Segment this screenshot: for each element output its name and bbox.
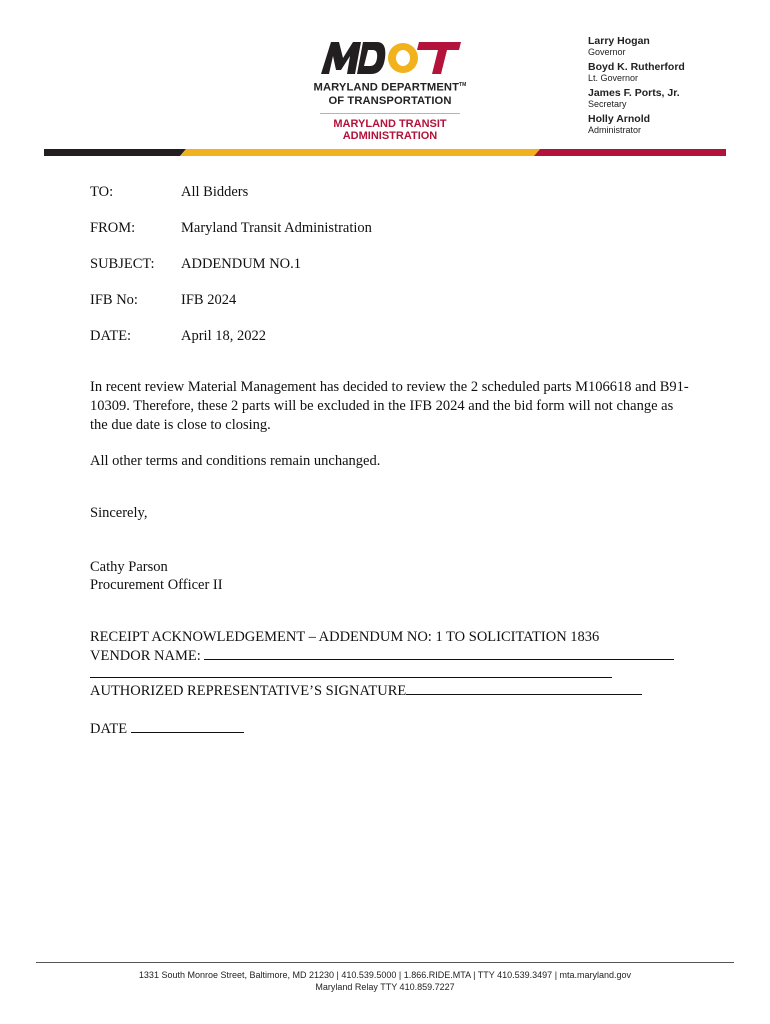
department-name: MARYLAND DEPARTMENT™ OF TRANSPORTATION xyxy=(313,81,467,107)
official-name: Boyd K. Rutherford xyxy=(588,61,685,73)
vendor-name-field[interactable] xyxy=(204,646,674,660)
official-title: Governor xyxy=(588,47,626,57)
ack-date-row xyxy=(90,719,690,738)
memo-row-ifb xyxy=(90,292,690,328)
subject-label: SUBJECT: xyxy=(90,256,155,272)
official-name: Larry Hogan xyxy=(588,35,650,47)
signature-block xyxy=(90,558,223,594)
date-value: April 18, 2022 xyxy=(181,328,266,344)
subject-value: ADDENDUM NO.1 xyxy=(181,256,302,272)
body-paragraph-1: In recent review Material Management has decided to review the 2 scheduled parts M106618 and B91-10309. Therefore, these 2 parts will be excluded in the IFB 2024 and the bid form will not change as the due date is close to closing. xyxy=(90,379,689,433)
official-title: Lt. Governor xyxy=(588,73,639,83)
to-label: TO: xyxy=(90,184,114,200)
vendor-name-row xyxy=(90,646,690,665)
memo-header xyxy=(90,184,690,364)
memo-row-from xyxy=(90,220,690,256)
official-name: James F. Ports, Jr. xyxy=(588,87,680,99)
mdot-logo xyxy=(310,38,470,143)
footer-address: 1331 South Monroe Street, Baltimore, MD 21230 | 410.539.5000 | 1.866.RIDE.MTA | TTY 410.539.3497 | mta.maryland.gov xyxy=(138,970,632,980)
memo-row-to xyxy=(90,184,690,220)
signature-field[interactable] xyxy=(406,681,642,695)
official-secretary xyxy=(588,87,685,109)
vendor-name-extra-line[interactable] xyxy=(90,665,612,678)
official-lt-governor xyxy=(588,61,685,83)
body-paragraph-2: All other terms and conditions remain unchanged. xyxy=(90,453,381,469)
signature-label: AUTHORIZED REPRESENTATIVE’S SIGNATURE xyxy=(90,683,407,699)
official-title: Administrator xyxy=(588,125,642,135)
date-label: DATE: xyxy=(90,328,132,344)
vendor-name-label: VENDOR NAME: xyxy=(90,648,205,664)
signature-row xyxy=(90,681,690,700)
memo-row-subject xyxy=(90,256,690,292)
memo-row-date xyxy=(90,328,690,364)
official-name: Holly Arnold xyxy=(588,113,651,125)
logo-divider xyxy=(320,113,460,114)
officials-list xyxy=(588,35,685,139)
from-label: FROM: xyxy=(90,220,136,236)
official-governor xyxy=(588,35,685,57)
signer-title: Procurement Officer II xyxy=(90,577,223,593)
mdot-logo-mark xyxy=(315,38,465,76)
ack-date-field[interactable] xyxy=(131,719,244,733)
from-value: Maryland Transit Administration xyxy=(181,220,372,236)
footer xyxy=(0,969,770,993)
agency-name: MARYLAND TRANSIT ADMINISTRATION xyxy=(333,117,447,143)
footer-divider xyxy=(36,962,734,963)
acknowledgement-heading: RECEIPT ACKNOWLEDGEMENT – ADDENDUM NO: 1 TO SOLICITATION 1836 xyxy=(90,629,600,645)
ifb-label: IFB No: xyxy=(90,292,138,308)
to-value: All Bidders xyxy=(181,184,249,200)
letterhead-color-stripe xyxy=(44,149,726,156)
official-administrator xyxy=(588,113,685,135)
ifb-value: IFB 2024 xyxy=(181,292,237,308)
signer-name: Cathy Parson xyxy=(90,559,168,575)
closing: Sincerely, xyxy=(90,505,148,521)
official-title: Secretary xyxy=(588,99,627,109)
footer-relay: Maryland Relay TTY 410.859.7227 xyxy=(315,982,455,992)
receipt-acknowledgement xyxy=(90,629,690,738)
ack-date-label: DATE xyxy=(90,721,128,737)
